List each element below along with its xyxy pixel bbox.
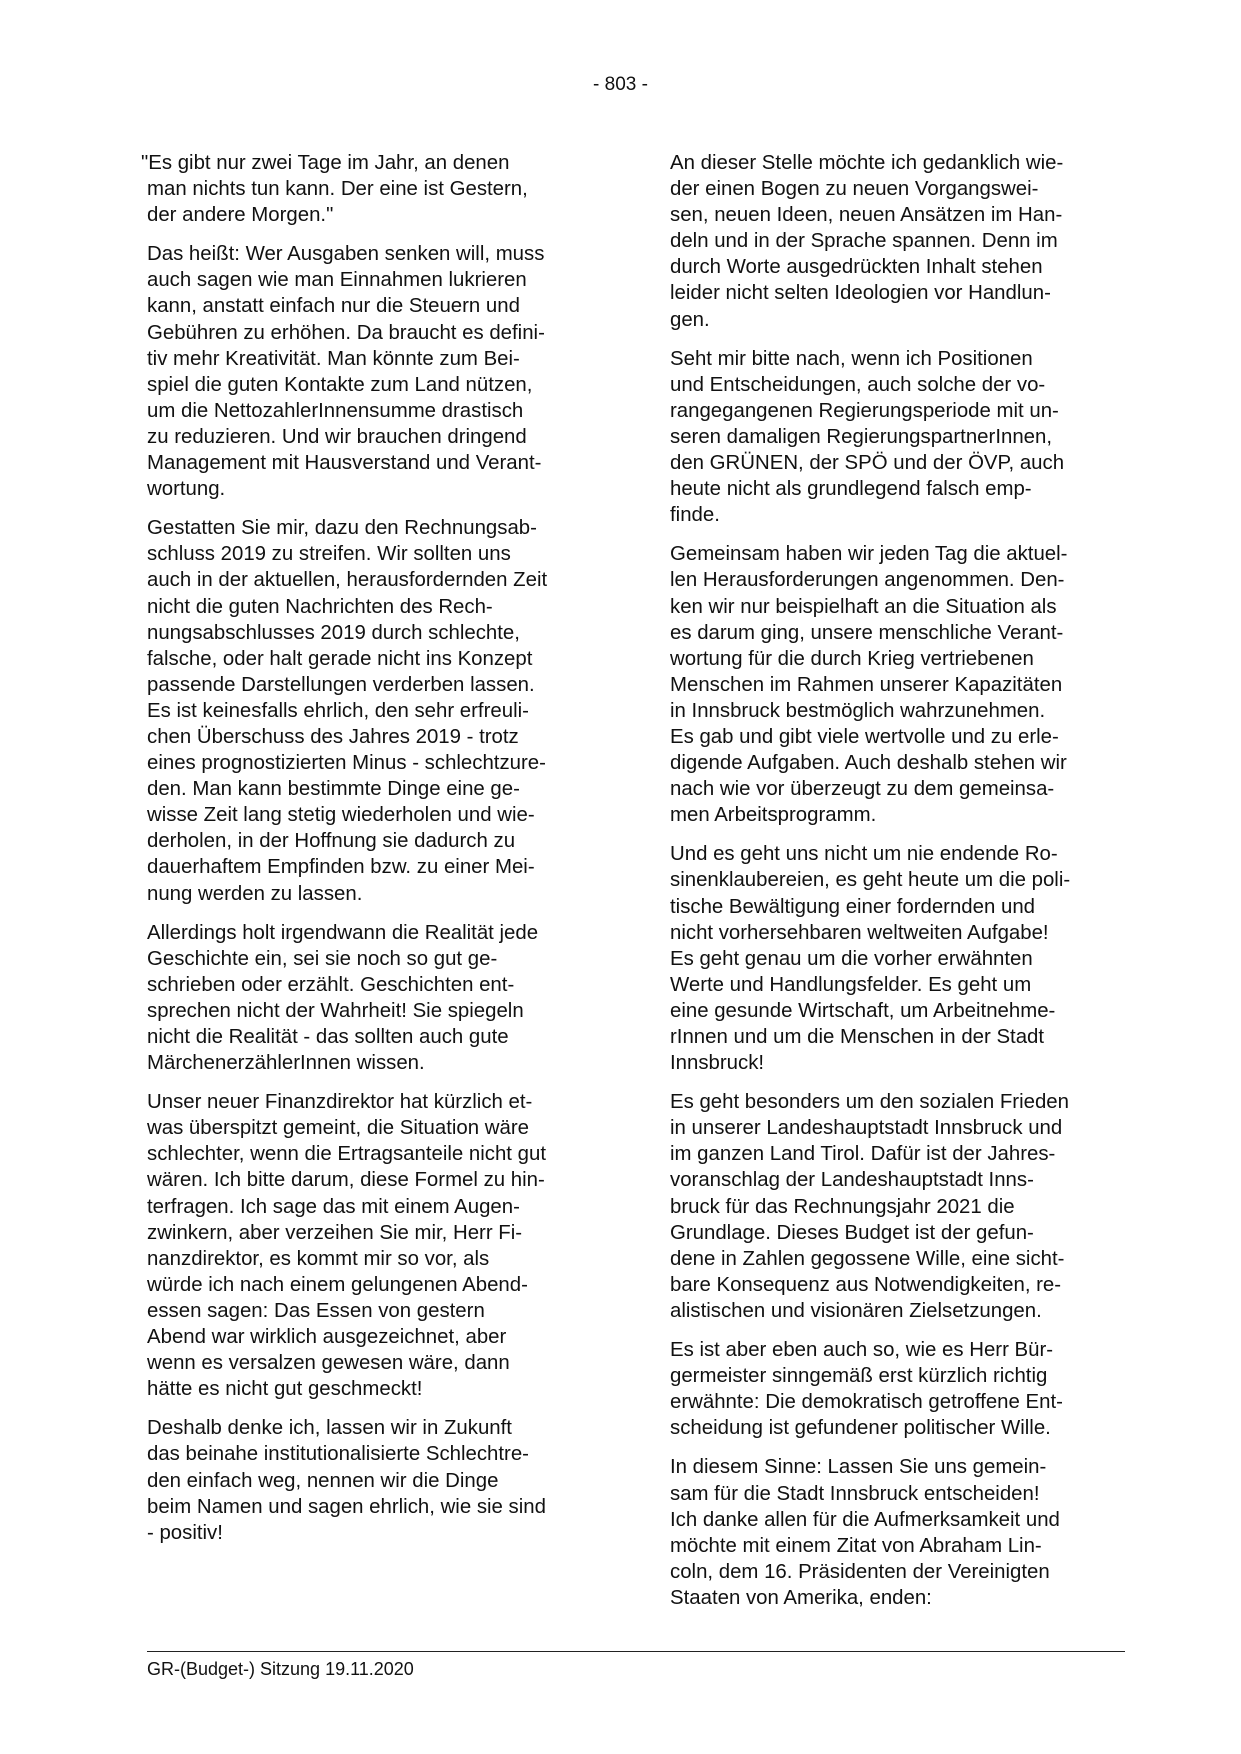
text-line: und Entscheidungen, auch solche der vo- xyxy=(670,373,1046,396)
text-line: "Es gibt nur zwei Tage im Jahr, an denen xyxy=(141,152,510,174)
text-line: wenn es versalzen gewesen wäre, dann xyxy=(147,1352,510,1375)
text-line: - positiv! xyxy=(147,1521,223,1544)
text-line: Menschen im Rahmen unserer Kapazitäten xyxy=(670,673,1063,696)
text-line: essen sagen: Das Essen von gestern xyxy=(147,1299,485,1322)
text-line: seren damaligen RegierungspartnerInnen, xyxy=(670,425,1053,448)
text-line: den einfach weg, nennen wir die Dinge xyxy=(147,1469,499,1492)
paragraph xyxy=(670,150,1132,333)
text-line: Werte und Handlungsfelder. Es geht um xyxy=(670,973,1032,996)
text-line: Es ist keinesfalls ehrlich, den sehr erfreuli- xyxy=(147,699,529,722)
text-line: Management mit Hausverstand und Verant- xyxy=(147,452,542,475)
text-line: Gebühren zu erhöhen. Da braucht es defini- xyxy=(147,321,545,344)
text-line: Das heißt: Wer Ausgaben senken will, muss xyxy=(147,243,545,266)
text-line: Staaten von Amerika, enden: xyxy=(670,1586,932,1609)
text-line: scheidung ist gefundener politischer Wille. xyxy=(670,1417,1051,1440)
text-line: den GRÜNEN, der SPÖ und der ÖVP, auch xyxy=(670,452,1065,475)
text-line: schrieben oder erzählt. Geschichten ent- xyxy=(147,973,515,996)
text-line: Unser neuer Finanzdirektor hat kürzlich et- xyxy=(147,1091,533,1114)
text-line: beim Namen und sagen ehrlich, wie sie sind xyxy=(147,1495,546,1518)
text-line: erwähnte: Die demokratisch getroffene Ent- xyxy=(670,1391,1063,1414)
text-line: wortung für die durch Krieg vertriebenen xyxy=(670,647,1034,670)
text-line: MärchenerzählerInnen wissen. xyxy=(147,1052,425,1075)
text-line: Deshalb denke ich, lassen wir in Zukunft xyxy=(147,1417,512,1440)
right-column xyxy=(670,150,1132,1624)
text-line: der einen Bogen zu neuen Vorgangswei- xyxy=(670,178,1039,201)
text-line: der andere Morgen." xyxy=(147,204,334,227)
text-line: wären. Ich bitte darum, diese Formel zu hin- xyxy=(147,1169,545,1192)
text-line: um die NettozahlerInnensumme drastisch xyxy=(147,399,524,422)
text-line: spiel die guten Kontakte zum Land nützen, xyxy=(147,373,533,396)
text-line: derholen, in der Hoffnung sie dadurch zu xyxy=(147,830,516,853)
text-line: dauerhaftem Empfinden bzw. zu einer Mei- xyxy=(147,856,535,879)
paragraph xyxy=(147,1089,609,1402)
footer-divider xyxy=(147,1651,1125,1652)
text-line: terfragen. Ich sage das mit einem Augen- xyxy=(147,1195,520,1218)
page-number: - 803 - xyxy=(593,74,648,95)
text-line: zwinkern, aber verzeihen Sie mir, Herr Fi- xyxy=(147,1221,523,1244)
text-line: in Innsbruck bestmöglich wahrzunehmen. xyxy=(670,699,1046,722)
paragraph xyxy=(670,1089,1132,1324)
text-line: bare Konsequenz aus Notwendigkeiten, re- xyxy=(670,1273,1062,1296)
text-line: finde. xyxy=(670,504,720,527)
text-line: Seht mir bitte nach, wenn ich Positionen xyxy=(670,347,1033,370)
text-line: wisse Zeit lang stetig wiederholen und wie- xyxy=(147,804,535,827)
text-line: würde ich nach einem gelungenen Abend- xyxy=(147,1273,528,1296)
text-line: nicht die Realität - das sollten auch gute xyxy=(147,1026,509,1048)
text-line: rInnen und um die Menschen in der Stadt xyxy=(670,1026,1045,1048)
text-line: alistischen und visionären Zielsetzungen. xyxy=(670,1299,1042,1322)
text-line: was überspitzt gemeint, die Situation wäre xyxy=(147,1117,529,1140)
paragraph xyxy=(147,1415,609,1545)
text-line: eine gesunde Wirtschaft, um Arbeitnehme- xyxy=(670,999,1056,1022)
text-line: Grundlage. Dieses Budget ist der gefun- xyxy=(670,1221,1034,1244)
text-line: digende Aufgaben. Auch deshalb stehen wir xyxy=(670,752,1067,775)
text-line: tische Bewältigung einer fordernden und xyxy=(670,895,1036,918)
paragraph xyxy=(670,346,1132,529)
text-line: dene in Zahlen gegossene Wille, eine sicht- xyxy=(670,1247,1065,1270)
text-line: sam für die Stadt Innsbruck entscheiden! xyxy=(670,1482,1040,1505)
text-line: eines prognostizierten Minus - schlechtzure- xyxy=(147,752,546,775)
text-line: len Herausforderungen angenommen. Den- xyxy=(670,569,1065,592)
paragraph xyxy=(670,841,1132,1076)
text-line: den. Man kann bestimmte Dinge eine ge- xyxy=(147,778,520,801)
text-line: In diesem Sinne: Lassen Sie uns gemein- xyxy=(670,1456,1047,1479)
text-line: Gestatten Sie mir, dazu den Rechnungsab- xyxy=(147,517,537,540)
paragraph xyxy=(670,1454,1132,1611)
text-line: heute nicht als grundlegend falsch emp- xyxy=(670,478,1032,501)
text-line: falsche, oder halt gerade nicht ins Konzept xyxy=(147,647,533,670)
text-line: nach wie vor überzeugt zu dem gemeinsa- xyxy=(670,778,1055,801)
text-line: Geschichte ein, sei sie noch so gut ge- xyxy=(147,947,498,970)
text-line: zu reduzieren. Und wir brauchen dringend xyxy=(147,425,527,448)
text-line: schlechter, wenn die Ertragsanteile nicht gut xyxy=(147,1143,546,1166)
text-line: nicht vorhersehbaren weltweiten Aufgabe! xyxy=(670,921,1049,944)
text-line: Abend war wirklich ausgezeichnet, aber xyxy=(147,1326,507,1349)
footer-session-label: GR-(Budget-) Sitzung 19.11.2020 xyxy=(147,1659,414,1679)
text-line: nicht die guten Nachrichten des Rech- xyxy=(147,595,493,618)
text-line: coln, dem 16. Präsidenten der Vereinigten xyxy=(670,1560,1050,1583)
text-line: es darum ging, unsere menschliche Verant- xyxy=(670,621,1064,644)
text-line: men Arbeitsprogramm. xyxy=(670,804,877,827)
text-line: gen. xyxy=(670,308,710,331)
text-line: auch in der aktuellen, herausfordernden Zeit xyxy=(147,569,548,592)
text-line: auch sagen wie man Einnahmen lukrieren xyxy=(147,269,527,292)
text-line: Innsbruck! xyxy=(670,1052,765,1075)
text-line: im ganzen Land Tirol. Dafür ist der Jahres- xyxy=(670,1143,1056,1166)
text-line: tiv mehr Kreativität. Man könnte zum Bei- xyxy=(147,347,520,370)
text-line: nungsabschlusses 2019 durch schlechte, xyxy=(147,621,520,644)
text-line: Es geht genau um die vorher erwähnten xyxy=(670,947,1033,970)
paragraph xyxy=(147,920,609,1077)
text-line: ken wir nur beispielhaft an die Situation als xyxy=(670,595,1057,618)
text-line: voranschlag der Landeshauptstadt Inns- xyxy=(670,1169,1034,1192)
text-line: sinenklaubereien, es geht heute um die poli- xyxy=(670,869,1071,892)
text-line: schluss 2019 zu streifen. Wir sollten uns xyxy=(147,543,511,566)
text-line: sprechen nicht der Wahrheit! Sie spiegeln xyxy=(147,999,524,1022)
text-line: Gemeinsam haben wir jeden Tag die aktuel- xyxy=(670,543,1068,566)
text-line: Es geht besonders um den sozialen Frieden xyxy=(670,1091,1069,1114)
text-line: leider nicht selten Ideologien vor Handlun- xyxy=(670,282,1051,305)
paragraph xyxy=(147,515,609,906)
text-line: das beinahe institutionalisierte Schlechtre- xyxy=(147,1443,529,1466)
text-line: man nichts tun kann. Der eine ist Gestern, xyxy=(147,178,528,201)
text-line: nanzdirektor, es kommt mir so vor, als xyxy=(147,1247,490,1270)
left-column xyxy=(141,150,609,1559)
text-line: bruck für das Rechnungsjahr 2021 die xyxy=(670,1195,1015,1218)
text-line: passende Darstellungen verderben lassen. xyxy=(147,673,535,696)
text-line: An dieser Stelle möchte ich gedanklich wie- xyxy=(670,152,1064,174)
text-line: Allerdings holt irgendwann die Realität jede xyxy=(147,921,539,944)
text-line: Ich danke allen für die Aufmerksamkeit und xyxy=(670,1508,1060,1531)
text-line: germeister sinngemäß erst kürzlich richtig xyxy=(670,1365,1048,1388)
text-line: sen, neuen Ideen, neuen Ansätzen im Han- xyxy=(670,204,1063,227)
paragraph-quote xyxy=(141,150,609,228)
text-line: deln und in der Sprache spannen. Denn im xyxy=(670,230,1058,253)
text-line: rangegangenen Regierungsperiode mit un- xyxy=(670,399,1059,422)
paragraph xyxy=(147,241,609,502)
text-line: Es ist aber eben auch so, wie es Herr Bür- xyxy=(670,1339,1054,1362)
text-line: möchte mit einem Zitat von Abraham Lin- xyxy=(670,1534,1042,1557)
paragraph xyxy=(670,541,1132,828)
text-line: chen Überschuss des Jahres 2019 - trotz xyxy=(147,725,519,748)
text-line: durch Worte ausgedrückten Inhalt stehen xyxy=(670,256,1043,279)
text-line: wortung. xyxy=(147,478,226,501)
text-line: Und es geht uns nicht um nie endende Ro- xyxy=(670,843,1058,866)
paragraph xyxy=(670,1337,1132,1441)
text-line: hätte es nicht gut geschmeckt! xyxy=(147,1378,423,1401)
text-line: in unserer Landeshauptstadt Innsbruck und xyxy=(670,1117,1063,1140)
text-line: Es gab und gibt viele wertvolle und zu erle- xyxy=(670,725,1059,748)
text-line: kann, anstatt einfach nur die Steuern und xyxy=(147,295,520,318)
text-line: nung werden zu lassen. xyxy=(147,882,363,905)
